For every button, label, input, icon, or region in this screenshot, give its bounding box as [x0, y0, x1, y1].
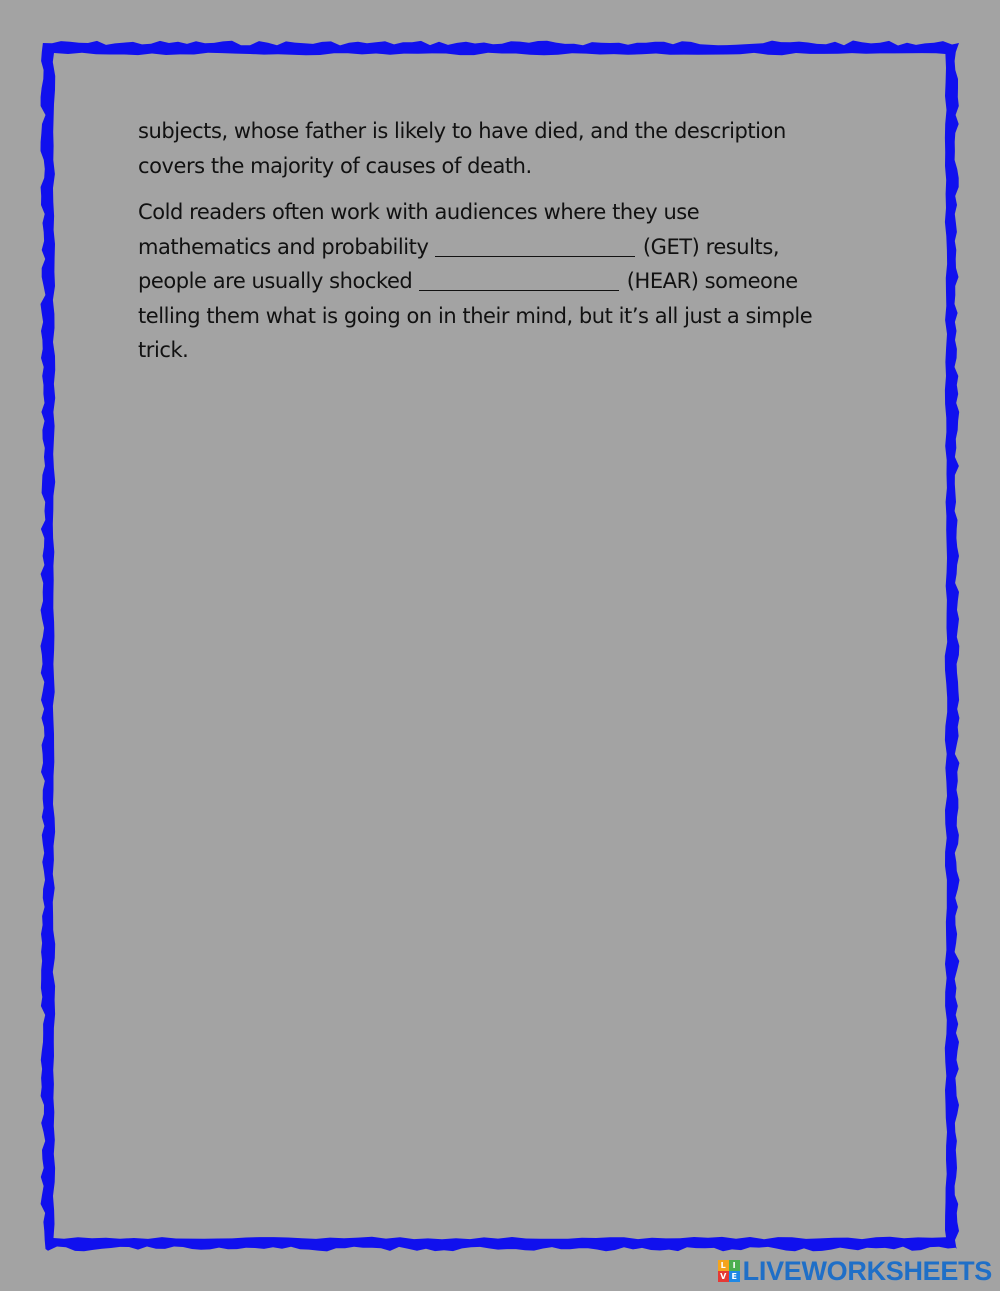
- text-line: trick.: [138, 338, 189, 362]
- text-line: telling them what is going on in their mind, but it’s all just a simple: [138, 303, 813, 328]
- brand-name: LIVEWORKSHEETS: [742, 1255, 992, 1286]
- worksheet-text: [138, 114, 858, 380]
- text-line: covers the majority of causes of death.: [138, 153, 532, 178]
- text-line: Cold readers often work with audiences where they use: [138, 200, 700, 224]
- text-line-with-blank: [138, 230, 858, 265]
- logo-letter: E: [729, 1271, 740, 1282]
- text-segment: people are usually shocked: [138, 269, 419, 293]
- logo-letter: L: [718, 1260, 729, 1271]
- live-logo-icon: [718, 1260, 740, 1282]
- liveworksheets-logo[interactable]: [718, 1255, 992, 1286]
- logo-letter: I: [729, 1260, 740, 1271]
- paragraph-2: [138, 195, 858, 368]
- text-segment: (GET) results,: [636, 234, 780, 259]
- answer-blank-get[interactable]: [435, 234, 635, 257]
- logo-letter: V: [718, 1271, 729, 1282]
- text-segment: mathematics and probability: [138, 234, 435, 259]
- text-segment: (HEAR) someone: [620, 269, 798, 293]
- answer-blank-hear[interactable]: [419, 268, 619, 291]
- paragraph-1: [138, 114, 858, 183]
- text-line-with-blank: [138, 264, 858, 299]
- text-line: subjects, whose father is likely to have died, and the description: [138, 119, 786, 143]
